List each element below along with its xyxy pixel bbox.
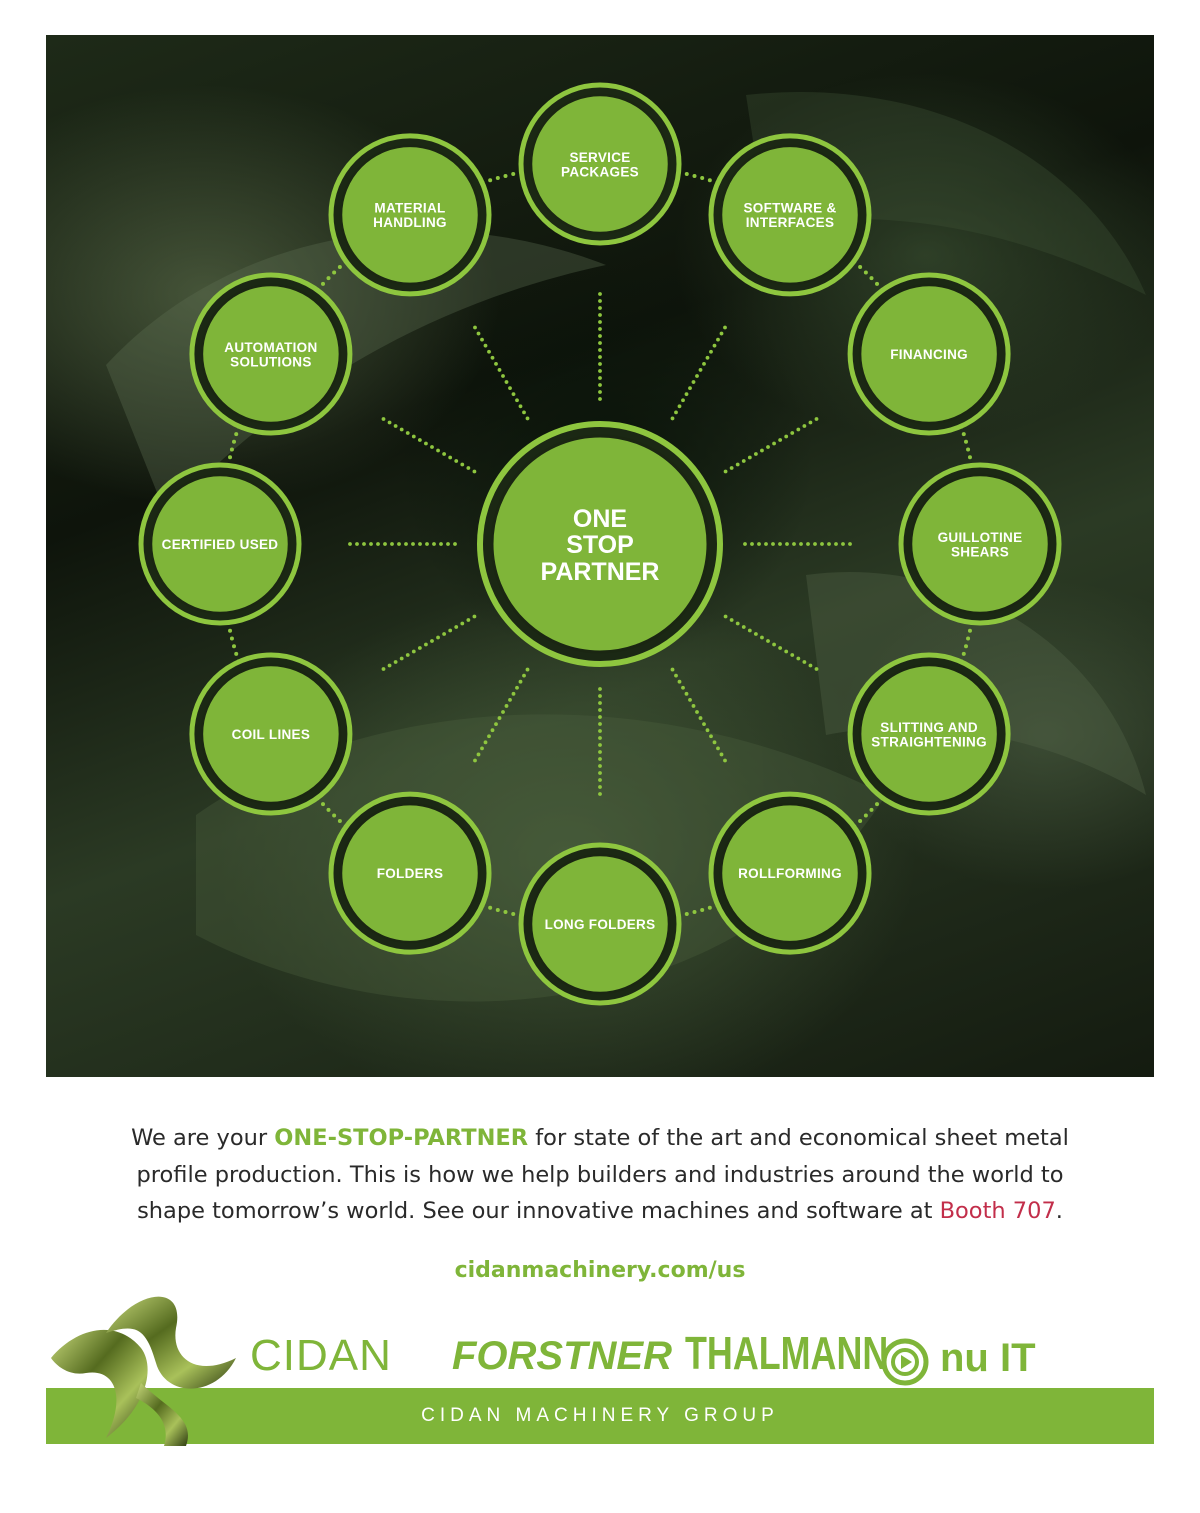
spoke-dot bbox=[743, 542, 747, 546]
spoke-dot bbox=[448, 456, 452, 460]
spoke-dot bbox=[348, 542, 352, 546]
ring-dot bbox=[332, 813, 336, 817]
spoke-dot bbox=[834, 542, 838, 546]
spoke-dot bbox=[598, 390, 602, 394]
spoke-dot bbox=[411, 542, 415, 546]
spoke-dot bbox=[466, 618, 470, 622]
ring-dot bbox=[869, 276, 873, 280]
spoke-dot bbox=[430, 639, 434, 643]
spoke-dot bbox=[477, 332, 481, 336]
spoke-dot bbox=[598, 341, 602, 345]
spoke-dot bbox=[598, 715, 602, 719]
spoke-dot bbox=[453, 542, 457, 546]
spoke-dot bbox=[699, 368, 703, 372]
spoke-dot bbox=[501, 710, 505, 714]
spoke-dot bbox=[382, 417, 386, 421]
spoke-dot bbox=[778, 542, 782, 546]
spoke-dot bbox=[598, 792, 602, 796]
spoke-dot bbox=[790, 653, 794, 657]
node-label: SHEARS bbox=[950, 544, 1010, 560]
node-label: INTERFACES bbox=[745, 215, 835, 231]
node-label: FINANCING bbox=[890, 347, 968, 362]
brand-thalmann: THALMANN bbox=[685, 1327, 889, 1379]
spoke-dot bbox=[716, 338, 720, 342]
spoke-dot bbox=[742, 625, 746, 629]
ring-dot bbox=[338, 819, 342, 823]
ring-dot bbox=[964, 440, 968, 444]
intro-text-middle: for state of the art and economical sheet metal profile production. This is how we help builders and industries around the world to shape tomorrow’s world. See our innovative machines and software at bbox=[136, 1125, 1069, 1224]
spoke-dot bbox=[487, 734, 491, 738]
brand-cidan: CIDAN bbox=[250, 1331, 392, 1380]
spoke-dot bbox=[598, 313, 602, 317]
ring-dot bbox=[962, 652, 966, 656]
spoke-dot bbox=[394, 424, 398, 428]
spoke-dot bbox=[771, 542, 775, 546]
spoke-dot bbox=[432, 542, 436, 546]
brand-nuit: nu IT bbox=[940, 1336, 1036, 1380]
spoke-dot bbox=[754, 632, 758, 636]
spoke-dot bbox=[522, 674, 526, 678]
ring-dot bbox=[708, 178, 712, 182]
spoke-dot bbox=[460, 622, 464, 626]
ring-dot bbox=[230, 637, 234, 641]
spoke-dot bbox=[674, 674, 678, 678]
ring-dot bbox=[875, 802, 879, 806]
spoke-dot bbox=[764, 542, 768, 546]
spoke-dot bbox=[678, 404, 682, 408]
intro-text-start: We are your bbox=[131, 1125, 275, 1151]
ring-dot bbox=[511, 172, 515, 176]
spoke-dot bbox=[418, 542, 422, 546]
node-circle bbox=[521, 85, 679, 243]
spoke-dot bbox=[491, 356, 495, 360]
spoke-dot bbox=[760, 449, 764, 453]
spoke-dot bbox=[848, 542, 852, 546]
spoke-dot bbox=[473, 615, 477, 619]
spoke-dot bbox=[730, 466, 734, 470]
spoke-dot bbox=[526, 417, 530, 421]
ring-dot bbox=[708, 906, 712, 910]
spoke-dot bbox=[671, 668, 675, 672]
spoke-dot bbox=[362, 542, 366, 546]
ring-dot bbox=[968, 629, 972, 633]
spoke-dot bbox=[723, 759, 727, 763]
spoke-dot bbox=[400, 428, 404, 432]
ring-dot bbox=[234, 432, 238, 436]
ring-dot bbox=[496, 908, 500, 912]
spoke-dot bbox=[802, 660, 806, 664]
spoke-dot bbox=[598, 299, 602, 303]
spoke-dot bbox=[720, 753, 724, 757]
spoke-dot bbox=[796, 657, 800, 661]
spoke-dot bbox=[748, 629, 752, 633]
ring-dot bbox=[685, 172, 689, 176]
ring-dot bbox=[488, 178, 492, 182]
node-label: ROLLFORMING bbox=[738, 866, 842, 882]
ring-dot bbox=[503, 174, 507, 178]
spoke-dot bbox=[418, 438, 422, 442]
spoke-dot bbox=[508, 386, 512, 390]
brand-forstner: FORSTNER bbox=[452, 1334, 672, 1378]
spoke-dot bbox=[757, 542, 761, 546]
ring-dot bbox=[327, 276, 331, 280]
spoke-dot bbox=[713, 344, 717, 348]
ring-dot bbox=[962, 432, 966, 436]
ring-dot bbox=[966, 447, 970, 451]
node-circle bbox=[141, 465, 299, 623]
spoke-dot bbox=[730, 618, 734, 622]
spoke-dot bbox=[404, 542, 408, 546]
spoke-dot bbox=[778, 438, 782, 442]
spoke-dot bbox=[702, 362, 706, 366]
spoke-dot bbox=[784, 650, 788, 654]
ring-dot bbox=[232, 440, 236, 444]
spoke-dot bbox=[598, 708, 602, 712]
spoke-dot bbox=[484, 740, 488, 744]
node-circle bbox=[192, 655, 350, 813]
node-label: COIL LINES bbox=[231, 727, 311, 742]
ring-dot bbox=[332, 271, 336, 275]
spoke-dot bbox=[674, 410, 678, 414]
spoke-dot bbox=[685, 392, 689, 396]
spoke-dot bbox=[598, 687, 602, 691]
center-label-line-2: STOP bbox=[566, 531, 634, 559]
spoke-dot bbox=[598, 764, 602, 768]
group-name: CIDAN MACHINERY GROUP bbox=[421, 1405, 779, 1426]
spoke-dot bbox=[598, 306, 602, 310]
ring-dot bbox=[511, 912, 515, 916]
node-label: SOFTWARE & bbox=[743, 200, 837, 216]
spoke-dot bbox=[688, 386, 692, 390]
spoke-dot bbox=[498, 368, 502, 372]
intro-highlight: ONE-STOP-PARTNER bbox=[274, 1125, 529, 1151]
node-label: CERTIFIED USED bbox=[161, 537, 279, 552]
spoke-dot bbox=[760, 636, 764, 640]
spoke-dot bbox=[394, 660, 398, 664]
node-circle bbox=[331, 136, 489, 294]
spoke-dot bbox=[454, 625, 458, 629]
node-label: SLITTING AND bbox=[880, 719, 978, 735]
spoke-dot bbox=[598, 694, 602, 698]
node-circle bbox=[711, 794, 869, 952]
website-link[interactable]: cidanmachinery.com/us bbox=[454, 1258, 746, 1283]
spoke-dot bbox=[505, 704, 509, 708]
spoke-dot bbox=[480, 338, 484, 342]
spoke-dot bbox=[799, 542, 803, 546]
spoke-dot bbox=[487, 350, 491, 354]
spoke-dot bbox=[748, 456, 752, 460]
ring-dot bbox=[858, 265, 862, 269]
center-label-line-1: ONE bbox=[572, 505, 628, 533]
spoke-dot bbox=[598, 771, 602, 775]
spoke-dot bbox=[806, 542, 810, 546]
spoke-dot bbox=[400, 657, 404, 661]
spoke-dot bbox=[526, 668, 530, 672]
spoke-dot bbox=[388, 664, 392, 668]
ring-dot bbox=[964, 644, 968, 648]
node-label: PACKAGES bbox=[561, 164, 639, 180]
spoke-dot bbox=[519, 680, 523, 684]
one-stop-partner-diagram bbox=[46, 35, 1154, 1077]
spoke-dot bbox=[709, 734, 713, 738]
spoke-dot bbox=[505, 380, 509, 384]
spoke-dot bbox=[442, 452, 446, 456]
spoke-dot bbox=[778, 646, 782, 650]
ring-dot bbox=[338, 265, 342, 269]
spoke-dot bbox=[436, 636, 440, 640]
spoke-dot bbox=[720, 332, 724, 336]
spoke-dot bbox=[820, 542, 824, 546]
spoke-dot bbox=[681, 686, 685, 690]
node-label: LONG FOLDERS bbox=[544, 917, 656, 932]
spoke-dot bbox=[598, 743, 602, 747]
spoke-dot bbox=[702, 722, 706, 726]
spoke-dot bbox=[706, 356, 710, 360]
spoke-dot bbox=[598, 376, 602, 380]
spoke-dot bbox=[522, 410, 526, 414]
spoke-dot bbox=[685, 692, 689, 696]
spoke-dot bbox=[388, 421, 392, 425]
spoke-dot bbox=[841, 542, 845, 546]
spoke-dot bbox=[406, 653, 410, 657]
ring-dot bbox=[700, 176, 704, 180]
node-label: SERVICE bbox=[569, 149, 631, 165]
ring-dot bbox=[321, 802, 325, 806]
spoke-dot bbox=[598, 292, 602, 296]
spoke-dot bbox=[473, 470, 477, 474]
spoke-dot bbox=[827, 542, 831, 546]
spoke-dot bbox=[598, 348, 602, 352]
spoke-dot bbox=[813, 542, 817, 546]
nuit-play-icon bbox=[880, 1337, 930, 1387]
spoke-dot bbox=[512, 392, 516, 396]
spoke-dot bbox=[598, 701, 602, 705]
node-circle bbox=[521, 845, 679, 1003]
spoke-dot bbox=[766, 639, 770, 643]
spoke-dot bbox=[430, 445, 434, 449]
spoke-dot bbox=[598, 736, 602, 740]
spoke-dot bbox=[598, 757, 602, 761]
spoke-dot bbox=[598, 397, 602, 401]
spoke-dot bbox=[598, 785, 602, 789]
spoke-dot bbox=[598, 750, 602, 754]
spoke-dot bbox=[815, 417, 819, 421]
spoke-dot bbox=[671, 417, 675, 421]
spoke-dot bbox=[598, 383, 602, 387]
spoke-dot bbox=[460, 463, 464, 467]
spoke-dot bbox=[412, 435, 416, 439]
ring-dot bbox=[693, 174, 697, 178]
spoke-dot bbox=[772, 442, 776, 446]
spoke-dot bbox=[736, 463, 740, 467]
ring-dot bbox=[327, 808, 331, 812]
spoke-dot bbox=[442, 632, 446, 636]
ring-dot bbox=[869, 808, 873, 812]
spoke-dot bbox=[369, 542, 373, 546]
spoke-dot bbox=[519, 404, 523, 408]
spoke-dot bbox=[772, 643, 776, 647]
spoke-dot bbox=[713, 740, 717, 744]
center-node bbox=[480, 424, 720, 664]
spoke-dot bbox=[383, 542, 387, 546]
node-label: GUILLOTINE bbox=[937, 529, 1023, 545]
spoke-dot bbox=[424, 442, 428, 446]
ring-dot bbox=[966, 637, 970, 641]
spoke-dot bbox=[598, 355, 602, 359]
spoke-dot bbox=[598, 722, 602, 726]
spoke-dot bbox=[424, 643, 428, 647]
spoke-dot bbox=[598, 320, 602, 324]
spoke-dot bbox=[494, 722, 498, 726]
node-circle bbox=[192, 275, 350, 433]
ring-dot bbox=[234, 652, 238, 656]
ring-dot bbox=[968, 455, 972, 459]
spoke-dot bbox=[598, 729, 602, 733]
spoke-dot bbox=[784, 435, 788, 439]
spoke-dot bbox=[802, 424, 806, 428]
spoke-dot bbox=[480, 746, 484, 750]
spoke-dot bbox=[598, 362, 602, 366]
spoke-dot bbox=[723, 326, 727, 330]
spoke-dot bbox=[695, 710, 699, 714]
spoke-dot bbox=[796, 428, 800, 432]
ring-dot bbox=[230, 447, 234, 451]
spoke-dot bbox=[724, 615, 728, 619]
node-label: FOLDERS bbox=[376, 866, 444, 882]
spoke-dot bbox=[406, 431, 410, 435]
spoke-dot bbox=[724, 470, 728, 474]
node-label: HANDLING bbox=[373, 215, 447, 231]
spoke-dot bbox=[754, 452, 758, 456]
spoke-dot bbox=[397, 542, 401, 546]
ring-dot bbox=[693, 910, 697, 914]
ring-dot bbox=[875, 282, 879, 286]
spoke-dot bbox=[473, 759, 477, 763]
intro-text-end: . bbox=[1055, 1198, 1063, 1224]
spoke-dot bbox=[598, 327, 602, 331]
spoke-dot bbox=[598, 369, 602, 373]
spoke-dot bbox=[412, 650, 416, 654]
hero-diagram bbox=[46, 35, 1154, 1077]
spoke-dot bbox=[466, 466, 470, 470]
ring-dot bbox=[232, 644, 236, 648]
spoke-dot bbox=[678, 680, 682, 684]
spoke-dot bbox=[355, 542, 359, 546]
ring-dot bbox=[864, 271, 868, 275]
spoke-dot bbox=[681, 398, 685, 402]
spoke-dot bbox=[515, 686, 519, 690]
node-label: SOLUTIONS bbox=[230, 354, 312, 370]
center-label-line-3: PARTNER bbox=[540, 558, 660, 586]
spoke-dot bbox=[448, 629, 452, 633]
ring-dot bbox=[685, 912, 689, 916]
ring-dot bbox=[496, 176, 500, 180]
spoke-dot bbox=[446, 542, 450, 546]
spoke-dot bbox=[477, 753, 481, 757]
spoke-dot bbox=[436, 449, 440, 453]
node-circle bbox=[711, 136, 869, 294]
spoke-dot bbox=[750, 542, 754, 546]
spoke-dot bbox=[790, 431, 794, 435]
spoke-dot bbox=[706, 728, 710, 732]
node-circle bbox=[850, 655, 1008, 813]
spoke-dot bbox=[498, 716, 502, 720]
spoke-dot bbox=[809, 421, 813, 425]
spoke-dot bbox=[598, 334, 602, 338]
spoke-dot bbox=[491, 728, 495, 732]
spoke-dot bbox=[512, 692, 516, 696]
spoke-dot bbox=[484, 344, 488, 348]
ring-dot bbox=[700, 908, 704, 912]
ring-dot bbox=[321, 282, 325, 286]
ring-dot bbox=[503, 910, 507, 914]
spoke-dot bbox=[716, 746, 720, 750]
cidan-ribbon-logo-icon bbox=[46, 1288, 246, 1448]
spoke-dot bbox=[376, 542, 380, 546]
ring-dot bbox=[228, 629, 232, 633]
node-circle bbox=[331, 794, 489, 952]
spoke-dot bbox=[418, 646, 422, 650]
spoke-dot bbox=[785, 542, 789, 546]
spoke-dot bbox=[809, 664, 813, 668]
spoke-dot bbox=[501, 374, 505, 378]
spoke-dot bbox=[742, 459, 746, 463]
spoke-dot bbox=[598, 778, 602, 782]
spoke-dot bbox=[736, 622, 740, 626]
node-circle bbox=[850, 275, 1008, 433]
ring-dot bbox=[228, 455, 232, 459]
spoke-dot bbox=[454, 459, 458, 463]
spoke-dot bbox=[382, 667, 386, 671]
node-label: STRAIGHTENING bbox=[871, 734, 987, 750]
ring-dot bbox=[488, 906, 492, 910]
node-label: MATERIAL bbox=[374, 200, 446, 216]
spoke-dot bbox=[688, 698, 692, 702]
ring-dot bbox=[858, 819, 862, 823]
node-circle bbox=[901, 465, 1059, 623]
spoke-dot bbox=[692, 380, 696, 384]
spoke-dot bbox=[792, 542, 796, 546]
node-label: AUTOMATION bbox=[224, 339, 318, 355]
spoke-dot bbox=[425, 542, 429, 546]
spoke-dot bbox=[766, 445, 770, 449]
spoke-dot bbox=[515, 398, 519, 402]
spoke-dot bbox=[494, 362, 498, 366]
spoke-dot bbox=[508, 698, 512, 702]
spoke-dot bbox=[692, 704, 696, 708]
spoke-dot bbox=[699, 716, 703, 720]
intro-paragraph bbox=[100, 1120, 1100, 1230]
spoke-dot bbox=[439, 542, 443, 546]
spoke-dot bbox=[390, 542, 394, 546]
spoke-dot bbox=[695, 374, 699, 378]
ring-dot bbox=[864, 813, 868, 817]
spoke-dot bbox=[473, 326, 477, 330]
booth-number: Booth 707 bbox=[939, 1198, 1056, 1224]
spoke-dot bbox=[815, 667, 819, 671]
spoke-dot bbox=[709, 350, 713, 354]
